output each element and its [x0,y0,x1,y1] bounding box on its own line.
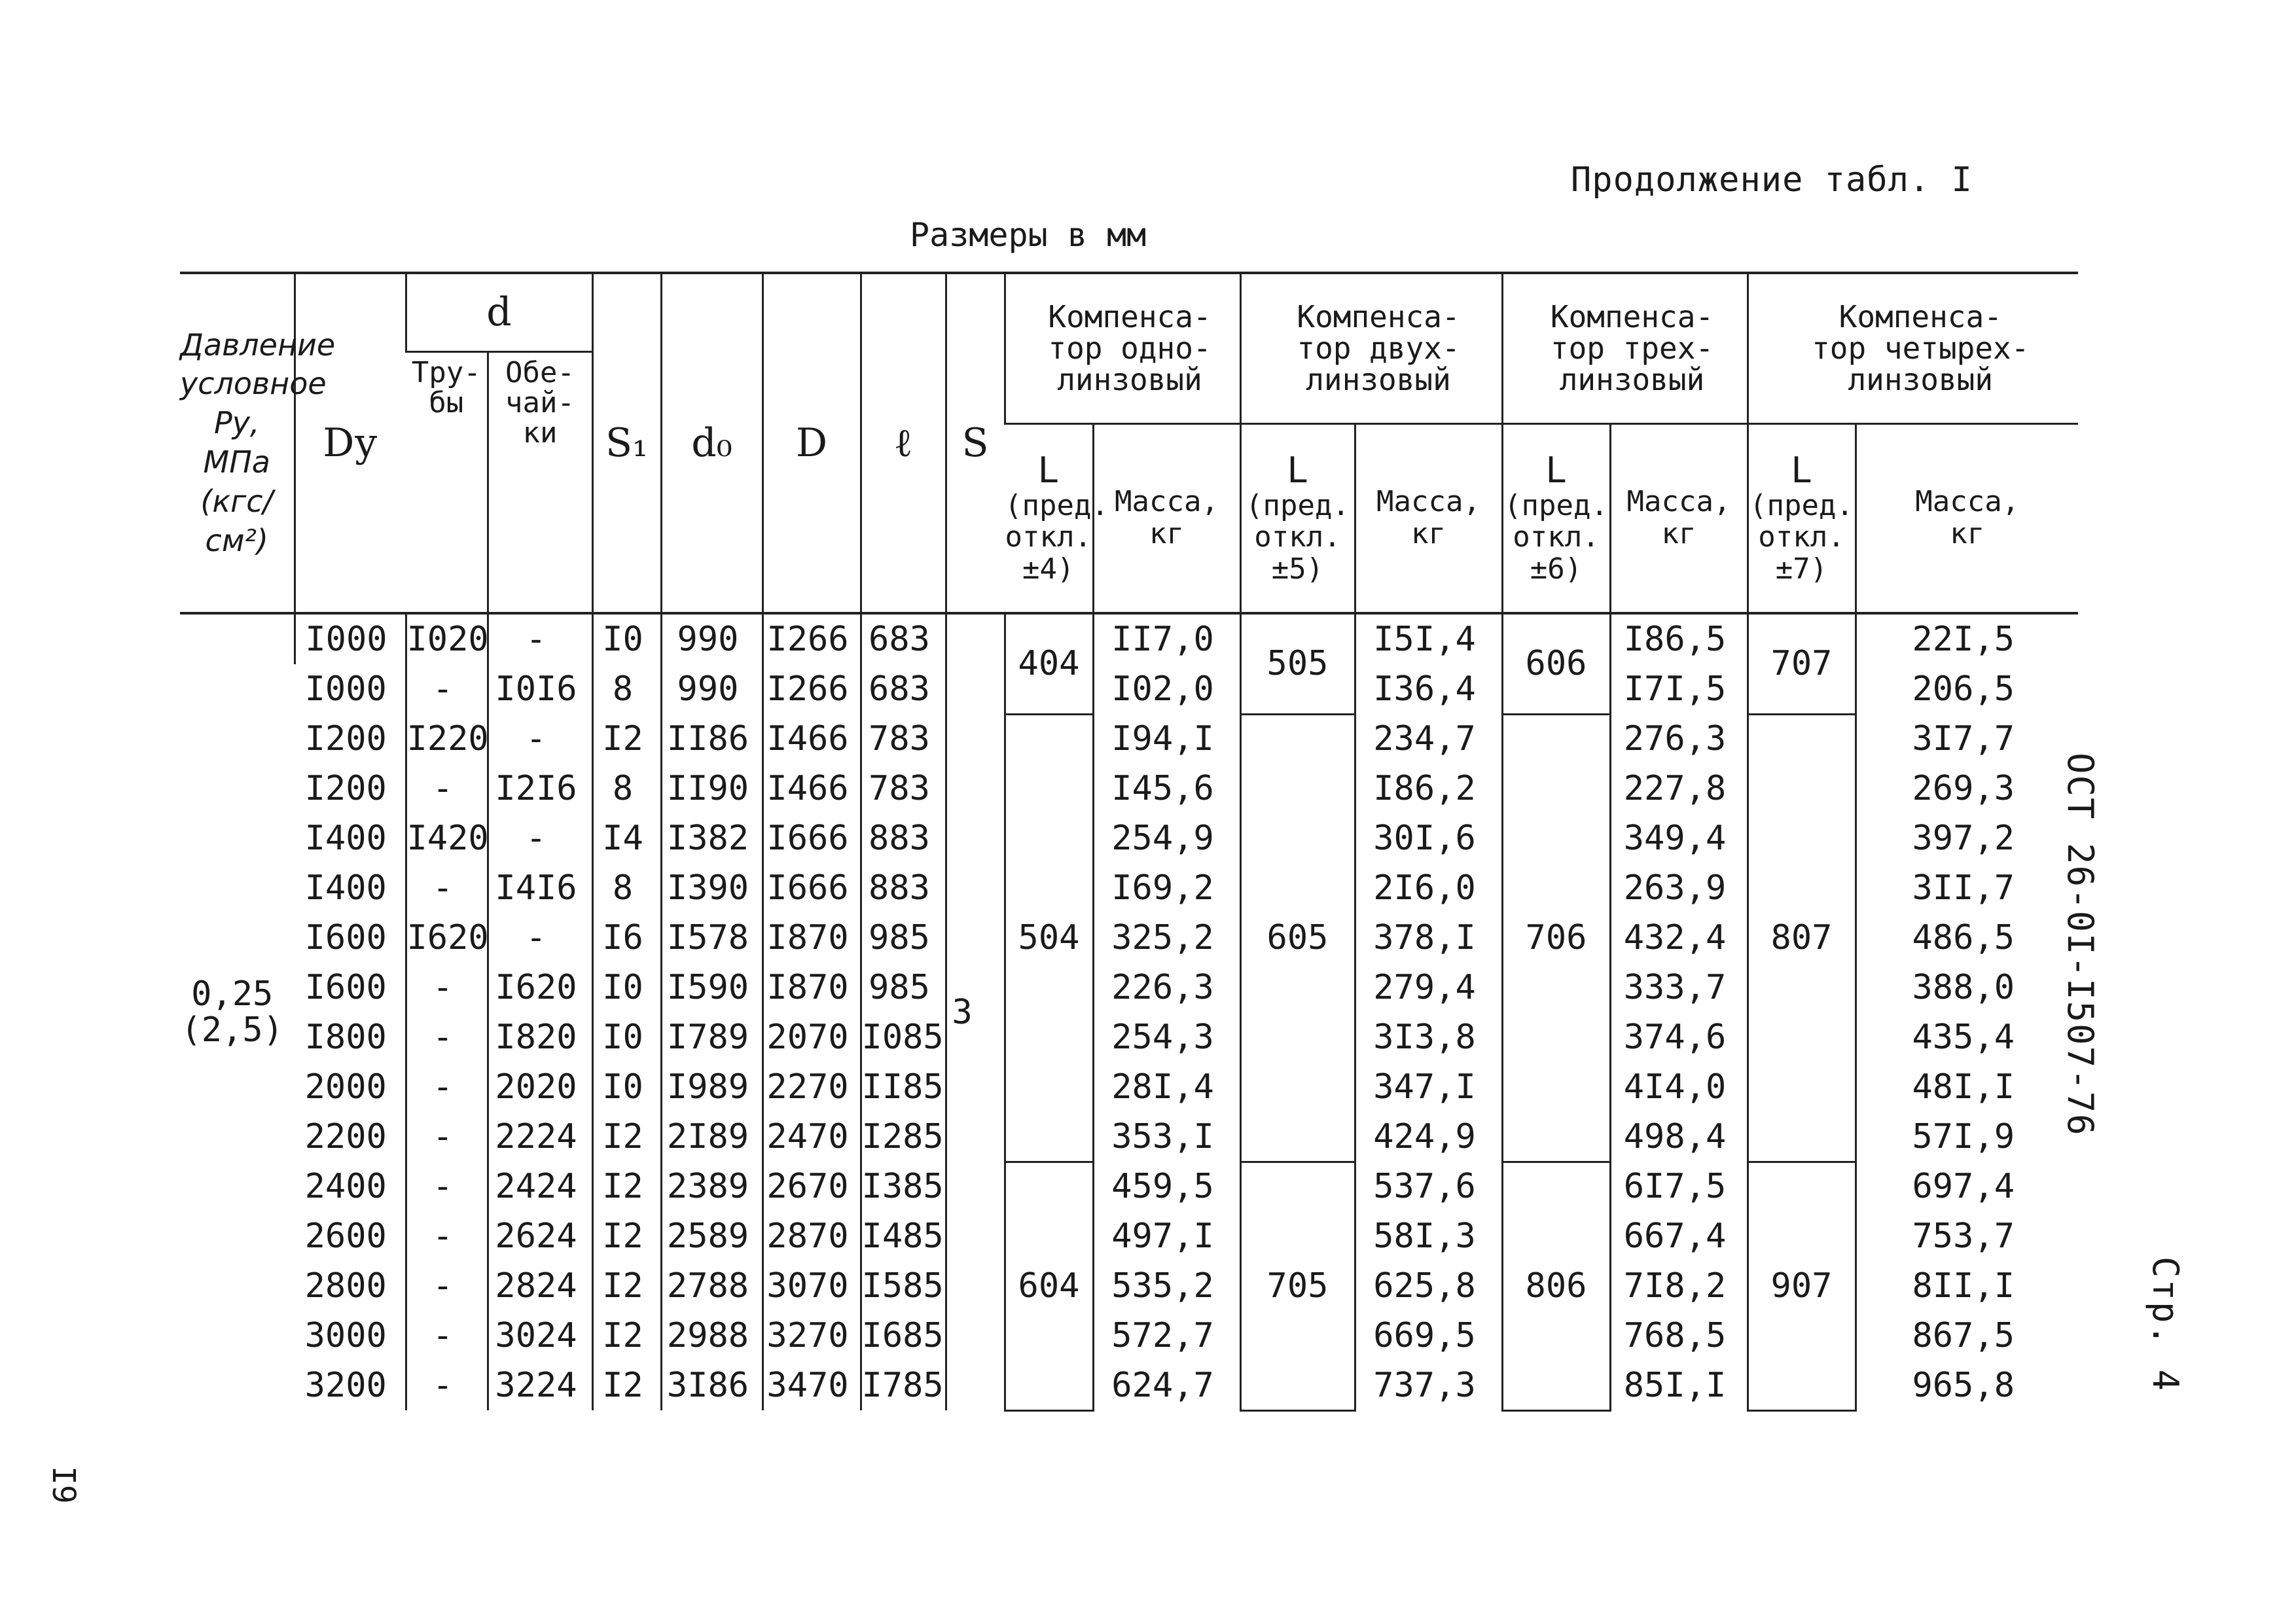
l-value-cell-2: 705 [1240,1162,1355,1410]
s1-cell: 8 [592,863,661,913]
d-pipe-header: Тру- бы [406,351,488,613]
s-value-cell: 3 [946,613,1005,1410]
mass-cell-2: 30I,6 [1355,813,1502,863]
sheet-number: I9 [45,1466,82,1504]
l-tolerance-header-1: L (пред. откл. ±4) [1005,423,1093,613]
s1-header: S₁ [592,273,661,613]
d-pipe-cell: I020 [406,613,488,664]
dy-cell: I400 [304,868,387,908]
mass-cell-1: I02,0 [1093,664,1240,714]
table-row [180,1162,2078,1211]
mass-cell-1: 535,2 [1093,1261,1240,1311]
mass-cell-4: 3I7,7 [1856,714,2078,764]
d-shell-cell: - [488,813,592,863]
d-pipe-cell: - [406,1062,488,1112]
pressure-kgf: (2,5) [181,1010,284,1050]
big-d-cell: 3070 [762,1261,861,1311]
d-pipe-cell: - [406,664,488,714]
mass-cell-1: II7,0 [1093,613,1240,664]
mass-cell-2: 625,8 [1355,1261,1502,1311]
mass-cell-2: 424,9 [1355,1112,1502,1162]
mass-cell-1: 497,I [1093,1211,1240,1261]
s1-cell: I2 [592,714,661,764]
dy-cell: 2000 [304,1067,387,1107]
mass-cell-2: 537,6 [1355,1162,1502,1211]
s1-cell: I2 [592,1261,661,1311]
pressure-value-cell [180,613,295,1410]
mass-header-1: Масса, кг [1093,423,1240,613]
l-value-cell-2: 605 [1240,714,1355,1162]
mass-cell-3: 4I4,0 [1610,1062,1748,1112]
mass-cell-4: 269,3 [1856,764,2078,813]
d-pipe-cell: - [406,1361,488,1410]
l-cell: I685 [861,1311,946,1361]
d-shell-cell: I2I6 [488,764,592,813]
dy-cell: 3000 [304,1316,387,1355]
l-cell: I085 [861,1012,946,1062]
mass-cell-2: I86,2 [1355,764,1502,813]
l-cell: 783 [861,764,946,813]
d-shell-cell: I820 [488,1012,592,1062]
dy-cell: 2400 [304,1167,387,1206]
d-pipe-cell: I620 [406,913,488,963]
table-continuation-caption: Продолжение табл. I [1571,160,1973,200]
d0-cell: 2I89 [661,1112,762,1162]
l-cell: 985 [861,963,946,1012]
mass-cell-2: 3I3,8 [1355,1012,1502,1062]
units-caption: Размеры в мм [910,216,1147,254]
group-1-header: Компенса- тор одно- линзовый [1005,273,1240,423]
d0-cell: II90 [661,764,762,813]
d-shell-cell: 3224 [488,1361,592,1410]
l-value-cell-3: 806 [1502,1162,1610,1410]
l-value-cell-1: 504 [1005,714,1093,1162]
mass-cell-3: 498,4 [1610,1112,1748,1162]
mass-cell-4: 697,4 [1856,1162,2078,1211]
compensator-table [180,272,2078,1412]
big-d-header: D [762,273,861,613]
big-d-cell: I266 [762,664,861,714]
page-number: Стр. 4 [2145,1257,2186,1393]
s-header: S [946,273,1005,613]
big-d-cell: 3470 [762,1361,861,1410]
mass-cell-3: 667,4 [1610,1211,1748,1261]
mass-cell-4: 965,8 [1856,1361,2078,1410]
standard-designation: ОСТ 26-0I-I507-76 [2060,753,2101,1137]
dy-cell: I600 [304,918,387,957]
mass-cell-4: 435,4 [1856,1012,2078,1062]
mass-cell-1: 353,I [1093,1112,1240,1162]
d-pipe-cell: - [406,1311,488,1361]
l-cell: 985 [861,913,946,963]
d-pipe-cell: I220 [406,714,488,764]
s1-cell: 8 [592,764,661,813]
mass-cell-2: 2I6,0 [1355,863,1502,913]
d0-cell: I989 [661,1062,762,1112]
mass-cell-2: 347,I [1355,1062,1502,1112]
s1-cell: I2 [592,1361,661,1410]
d0-cell: 990 [661,613,762,664]
mass-cell-1: I94,I [1093,714,1240,764]
d-pipe-cell: - [406,764,488,813]
big-d-cell: I870 [762,963,861,1012]
mass-header-2: Масса, кг [1355,423,1502,613]
big-d-cell: I870 [762,913,861,963]
l-cell: I385 [861,1162,946,1211]
mass-cell-4: 48I,I [1856,1062,2078,1112]
mass-cell-2: I36,4 [1355,664,1502,714]
pressure-mpa: 0,25 [191,974,274,1014]
table-body [180,613,2078,1410]
mass-cell-4: 397,2 [1856,813,2078,863]
d-pipe-cell: - [406,1112,488,1162]
dy-cell: I200 [304,769,387,808]
d0-cell: II86 [661,714,762,764]
d0-header: d₀ [661,273,762,613]
d-pipe-cell: - [406,1012,488,1062]
mass-cell-1: 226,3 [1093,963,1240,1012]
s1-cell: I0 [592,1062,661,1112]
l-value-cell-4: 907 [1748,1162,1856,1410]
s1-cell: I4 [592,813,661,863]
mass-cell-1: 28I,4 [1093,1062,1240,1112]
table-header [180,273,2078,613]
d-shell-cell: I4I6 [488,863,592,913]
d0-cell: 2589 [661,1211,762,1261]
mass-cell-3: 768,5 [1610,1311,1748,1361]
mass-cell-3: 374,6 [1610,1012,1748,1062]
d-shell-cell: I620 [488,963,592,1012]
d0-cell: I578 [661,913,762,963]
s1-cell: 8 [592,664,661,714]
dy-cell: 2800 [304,1266,387,1306]
big-d-cell: 2270 [762,1062,861,1112]
l-value-cell-1: 604 [1005,1162,1093,1410]
big-d-cell: 2870 [762,1211,861,1261]
dy-cell: I000 [304,669,387,709]
s1-cell: I0 [592,963,661,1012]
l-value-cell-2: 505 [1240,613,1355,714]
mass-cell-4: 22I,5 [1856,613,2078,664]
mass-cell-3: 7I8,2 [1610,1261,1748,1311]
dy-cell: I200 [304,719,387,758]
d-shell-cell: 2624 [488,1211,592,1261]
l-cell: 783 [861,714,946,764]
mass-cell-1: 459,5 [1093,1162,1240,1211]
d-shell-cell: - [488,913,592,963]
big-d-cell: I466 [762,714,861,764]
s1-cell: I0 [592,1012,661,1062]
mass-cell-3: I86,5 [1610,613,1748,664]
d-shell-cell: 3024 [488,1311,592,1361]
l-value-cell-1: 404 [1005,613,1093,714]
mass-cell-3: I7I,5 [1610,664,1748,714]
l-tolerance-header-4: L (пред. откл. ±7) [1748,423,1856,613]
s1-cell: I2 [592,1211,661,1261]
s1-cell: I2 [592,1112,661,1162]
mass-cell-1: I69,2 [1093,863,1240,913]
mass-header-3: Масса, кг [1610,423,1748,613]
dy-cell: I400 [304,819,387,858]
mass-cell-2: 279,4 [1355,963,1502,1012]
dy-cell: 2200 [304,1117,387,1156]
mass-cell-4: 867,5 [1856,1311,2078,1361]
d0-cell: I590 [661,963,762,1012]
l-cell: I585 [861,1261,946,1311]
d-header: d [406,273,592,351]
s1-cell: I6 [592,913,661,963]
group-3-header: Компенса- тор трех- линзовый [1502,273,1748,423]
mass-cell-1: 325,2 [1093,913,1240,963]
d-shell-cell: 2824 [488,1261,592,1311]
l-cell: II85 [861,1062,946,1112]
mass-cell-2: 378,I [1355,913,1502,963]
mass-cell-1: I45,6 [1093,764,1240,813]
mass-header-4: Масса, кг [1856,423,2078,613]
d0-cell: 2788 [661,1261,762,1311]
d-shell-cell: 2224 [488,1112,592,1162]
d0-cell: I390 [661,863,762,913]
table-row [180,714,2078,764]
d0-cell: 2389 [661,1162,762,1211]
d0-cell: 990 [661,664,762,714]
s1-cell: I2 [592,1162,661,1211]
s1-cell: I2 [592,1311,661,1361]
d-shell-cell: I0I6 [488,664,592,714]
d-pipe-cell: - [406,1261,488,1311]
d-pipe-cell: - [406,1211,488,1261]
mass-cell-3: 333,7 [1610,963,1748,1012]
l-cell: 683 [861,613,946,664]
mass-cell-3: 349,4 [1610,813,1748,863]
l-cell: 883 [861,863,946,913]
mass-cell-4: 3II,7 [1856,863,2078,913]
mass-cell-1: 624,7 [1093,1361,1240,1410]
l-value-cell-3: 706 [1502,714,1610,1162]
d-shell-cell: - [488,613,592,664]
big-d-cell: I666 [762,863,861,913]
l-cell: 683 [861,664,946,714]
mass-cell-3: 432,4 [1610,913,1748,963]
l-header: ℓ [861,273,946,613]
mass-cell-1: 254,9 [1093,813,1240,863]
mass-cell-4: 57I,9 [1856,1112,2078,1162]
l-value-cell-3: 606 [1502,613,1610,714]
mass-cell-2: 58I,3 [1355,1211,1502,1261]
mass-cell-3: 276,3 [1610,714,1748,764]
group-2-header: Компенса- тор двух- линзовый [1240,273,1502,423]
big-d-cell: 2470 [762,1112,861,1162]
dy-cell: I600 [304,968,387,1007]
l-cell: I285 [861,1112,946,1162]
mass-cell-2: 234,7 [1355,714,1502,764]
big-d-cell: 3270 [762,1311,861,1361]
mass-cell-3: 227,8 [1610,764,1748,813]
mass-cell-3: 85I,I [1610,1361,1748,1410]
d-shell-header: Обе- чай- ки [488,351,592,613]
dy-cell: 3200 [304,1366,387,1405]
d-shell-cell: 2020 [488,1062,592,1112]
l-value-cell-4: 807 [1748,714,1856,1162]
dy-header: Dу [295,273,406,613]
mass-cell-4: 388,0 [1856,963,2078,1012]
mass-cell-4: 753,7 [1856,1211,2078,1261]
d-pipe-cell: I420 [406,813,488,863]
d-pipe-cell: - [406,963,488,1012]
big-d-cell: I266 [762,613,861,664]
d-shell-cell: 2424 [488,1162,592,1211]
mass-cell-1: 254,3 [1093,1012,1240,1062]
d-pipe-cell: - [406,1162,488,1211]
mass-cell-2: 737,3 [1355,1361,1502,1410]
mass-cell-4: 486,5 [1856,913,2078,963]
big-d-cell: I466 [762,764,861,813]
mass-cell-4: 8II,I [1856,1261,2078,1311]
mass-cell-2: I5I,4 [1355,613,1502,664]
mass-cell-4: 206,5 [1856,664,2078,714]
d0-cell: 2988 [661,1311,762,1361]
l-tolerance-header-2: L (пред. откл. ±5) [1240,423,1355,613]
l-value-cell-4: 707 [1748,613,1856,714]
big-d-cell: 2670 [762,1162,861,1211]
s1-cell: I0 [592,613,661,664]
d-shell-cell: - [488,714,592,764]
d-pipe-cell: - [406,863,488,913]
mass-cell-1: 572,7 [1093,1311,1240,1361]
big-d-cell: 2070 [762,1012,861,1062]
group-4-header: Компенса- тор четырех- линзовый [1748,273,2078,423]
dy-cell: I800 [304,1018,387,1057]
d0-cell: I789 [661,1012,762,1062]
d0-cell: 3I86 [661,1361,762,1410]
big-d-cell: I666 [762,813,861,863]
mass-cell-3: 6I7,5 [1610,1162,1748,1211]
l-cell: I785 [861,1361,946,1410]
mass-cell-3: 263,9 [1610,863,1748,913]
table-row [180,613,2078,664]
dy-cell: 2600 [304,1217,387,1256]
dy-cell: I000 [295,613,406,664]
l-tolerance-header-3: L (пред. откл. ±6) [1502,423,1610,613]
d0-cell: I382 [661,813,762,863]
pressure-header: Давление условное Pу, МПа (кгс/см²) [180,273,295,613]
l-cell: I485 [861,1211,946,1261]
l-cell: 883 [861,813,946,863]
mass-cell-2: 669,5 [1355,1311,1502,1361]
